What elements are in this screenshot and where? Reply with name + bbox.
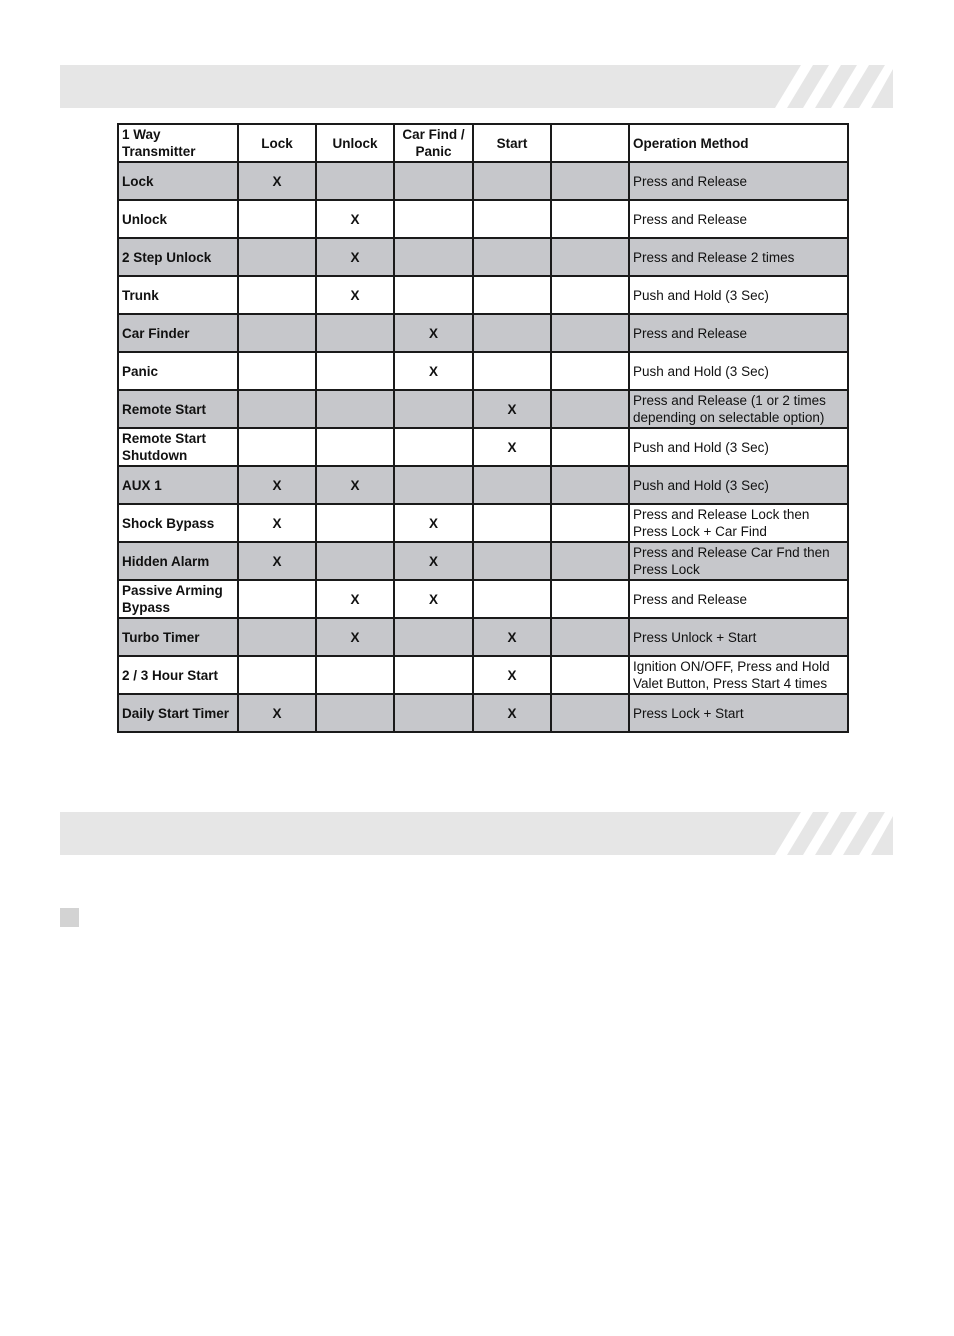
function-name-cell: Car Finder <box>118 314 238 352</box>
header-unlock: Unlock <box>316 124 394 162</box>
mark-cell-car-find-panic <box>394 656 473 694</box>
operation-method-cell: Ignition ON/OFF, Press and Hold Valet Button, Press Start 4 times <box>629 656 848 694</box>
header-operation-method: Operation Method <box>629 124 848 162</box>
mark-cell-car-find-panic <box>394 618 473 656</box>
mark-cell-car-find-panic <box>394 276 473 314</box>
mark-cell-start: X <box>473 656 551 694</box>
mark-cell-lock <box>238 314 316 352</box>
mark-cell-blank <box>551 466 629 504</box>
mark-cell-start <box>473 542 551 580</box>
mark-cell-lock: X <box>238 694 316 732</box>
function-name-cell: Shock Bypass <box>118 504 238 542</box>
mark-cell-blank <box>551 542 629 580</box>
mark-cell-blank <box>551 694 629 732</box>
mark-cell-unlock <box>316 428 394 466</box>
mark-cell-blank <box>551 238 629 276</box>
operation-method-cell: Press and Release Lock then Press Lock + Car Find <box>629 504 848 542</box>
function-name-cell: Hidden Alarm <box>118 542 238 580</box>
mark-cell-car-find-panic <box>394 390 473 428</box>
table-header-row <box>118 124 848 162</box>
operation-method-cell: Press and Release <box>629 580 848 618</box>
mark-cell-blank <box>551 580 629 618</box>
function-name-cell: Remote Start <box>118 390 238 428</box>
mark-cell-car-find-panic <box>394 466 473 504</box>
table-row <box>118 656 848 694</box>
table-row <box>118 466 848 504</box>
header-lock: Lock <box>238 124 316 162</box>
operation-method-cell: Push and Hold (3 Sec) <box>629 428 848 466</box>
mark-cell-blank <box>551 656 629 694</box>
table-row <box>118 694 848 732</box>
function-name-cell: Trunk <box>118 276 238 314</box>
mark-cell-start: X <box>473 618 551 656</box>
mark-cell-start <box>473 352 551 390</box>
table-row <box>118 276 848 314</box>
mark-cell-blank <box>551 352 629 390</box>
mark-cell-car-find-panic: X <box>394 504 473 542</box>
mark-cell-unlock: X <box>316 276 394 314</box>
mark-cell-unlock: X <box>316 200 394 238</box>
mark-cell-start <box>473 276 551 314</box>
function-name-cell: Passive Arming Bypass <box>118 580 238 618</box>
mark-cell-unlock <box>316 656 394 694</box>
mark-cell-blank <box>551 162 629 200</box>
table-row <box>118 314 848 352</box>
mark-cell-start <box>473 238 551 276</box>
mark-cell-lock <box>238 238 316 276</box>
header-start: Start <box>473 124 551 162</box>
mark-cell-lock <box>238 656 316 694</box>
mark-cell-blank <box>551 314 629 352</box>
mark-cell-unlock: X <box>316 238 394 276</box>
mark-cell-car-find-panic <box>394 200 473 238</box>
section-header-band <box>60 812 893 855</box>
mark-cell-car-find-panic <box>394 428 473 466</box>
header-transmitter: 1 Way Transmitter <box>118 124 238 162</box>
table-row <box>118 162 848 200</box>
mark-cell-start <box>473 162 551 200</box>
table-row <box>118 238 848 276</box>
mark-cell-unlock <box>316 542 394 580</box>
mark-cell-lock <box>238 390 316 428</box>
table-row <box>118 428 848 466</box>
stripe-decoration-icon <box>763 812 893 855</box>
table-row <box>118 352 848 390</box>
function-name-cell: Lock <box>118 162 238 200</box>
mark-cell-blank <box>551 276 629 314</box>
transmitter-operations-table <box>117 123 849 733</box>
section-header-band <box>60 65 893 108</box>
mark-cell-start <box>473 200 551 238</box>
mark-cell-blank <box>551 618 629 656</box>
mark-cell-car-find-panic: X <box>394 352 473 390</box>
mark-cell-lock <box>238 200 316 238</box>
function-name-cell: AUX 1 <box>118 466 238 504</box>
mark-cell-car-find-panic <box>394 238 473 276</box>
mark-cell-unlock: X <box>316 466 394 504</box>
operation-method-cell: Press and Release (1 or 2 times depending on selectable option) <box>629 390 848 428</box>
mark-cell-start <box>473 466 551 504</box>
operation-method-cell: Press and Release <box>629 200 848 238</box>
table-row <box>118 618 848 656</box>
mark-cell-car-find-panic <box>394 694 473 732</box>
mark-cell-start: X <box>473 390 551 428</box>
operation-method-cell: Push and Hold (3 Sec) <box>629 352 848 390</box>
mark-cell-unlock: X <box>316 618 394 656</box>
mark-cell-lock <box>238 618 316 656</box>
table-row <box>118 504 848 542</box>
mark-cell-lock: X <box>238 542 316 580</box>
mark-cell-lock <box>238 352 316 390</box>
function-name-cell: Daily Start Timer <box>118 694 238 732</box>
function-name-cell: Remote Start Shutdown <box>118 428 238 466</box>
operation-method-cell: Press Unlock + Start <box>629 618 848 656</box>
mark-cell-lock: X <box>238 504 316 542</box>
mark-cell-unlock <box>316 314 394 352</box>
mark-cell-start: X <box>473 694 551 732</box>
mark-cell-car-find-panic: X <box>394 580 473 618</box>
function-name-cell: Panic <box>118 352 238 390</box>
function-name-cell: 2 Step Unlock <box>118 238 238 276</box>
mark-cell-unlock <box>316 694 394 732</box>
mark-cell-lock <box>238 580 316 618</box>
operation-method-cell: Push and Hold (3 Sec) <box>629 466 848 504</box>
mark-cell-lock: X <box>238 162 316 200</box>
function-name-cell: Turbo Timer <box>118 618 238 656</box>
operation-method-cell: Press and Release Car Fnd then Press Lock <box>629 542 848 580</box>
function-name-cell: 2 / 3 Hour Start <box>118 656 238 694</box>
mark-cell-car-find-panic <box>394 162 473 200</box>
operation-method-cell: Press and Release <box>629 314 848 352</box>
table-row <box>118 580 848 618</box>
function-name-cell: Unlock <box>118 200 238 238</box>
header-car-find-panic: Car Find / Panic <box>394 124 473 162</box>
mark-cell-blank <box>551 390 629 428</box>
mark-cell-start <box>473 580 551 618</box>
operation-method-cell: Push and Hold (3 Sec) <box>629 276 848 314</box>
table-row <box>118 542 848 580</box>
bullet-square-icon <box>60 908 79 927</box>
table-body <box>118 162 848 732</box>
mark-cell-car-find-panic: X <box>394 542 473 580</box>
mark-cell-lock <box>238 276 316 314</box>
mark-cell-start: X <box>473 428 551 466</box>
mark-cell-unlock <box>316 390 394 428</box>
stripe-decoration-icon <box>763 65 893 108</box>
operation-method-cell: Press and Release 2 times <box>629 238 848 276</box>
mark-cell-blank <box>551 200 629 238</box>
mark-cell-lock: X <box>238 466 316 504</box>
header-blank <box>551 124 629 162</box>
mark-cell-start <box>473 504 551 542</box>
mark-cell-unlock <box>316 352 394 390</box>
mark-cell-unlock: X <box>316 580 394 618</box>
mark-cell-car-find-panic: X <box>394 314 473 352</box>
mark-cell-lock <box>238 428 316 466</box>
mark-cell-unlock <box>316 162 394 200</box>
operation-method-cell: Press Lock + Start <box>629 694 848 732</box>
table-row <box>118 200 848 238</box>
table-row <box>118 390 848 428</box>
mark-cell-start <box>473 314 551 352</box>
operation-method-cell: Press and Release <box>629 162 848 200</box>
mark-cell-blank <box>551 504 629 542</box>
mark-cell-unlock <box>316 504 394 542</box>
mark-cell-blank <box>551 428 629 466</box>
